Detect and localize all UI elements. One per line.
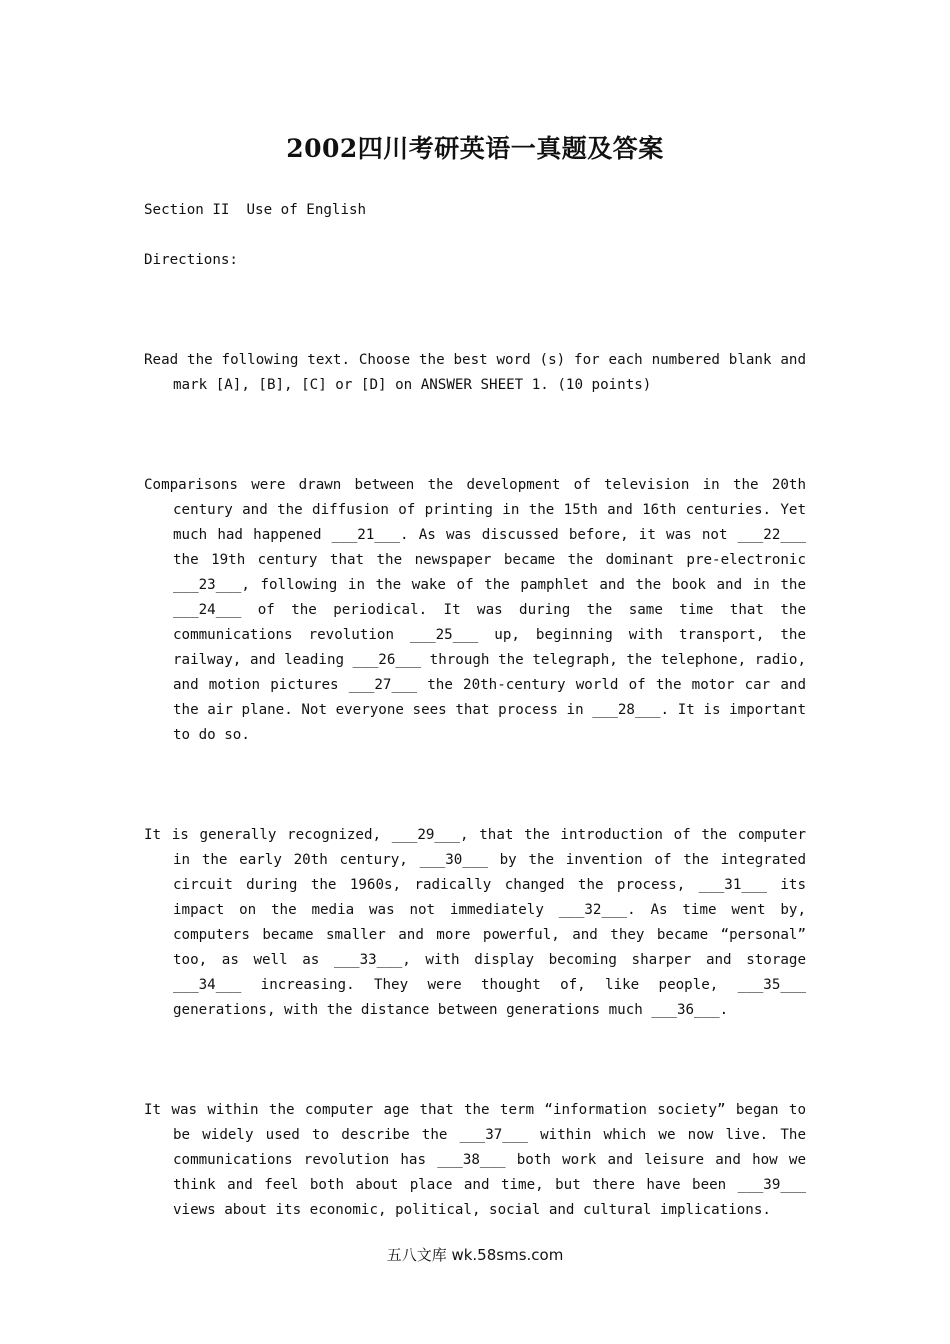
instructions-paragraph: Read the following text. Choose the best word (s) for each numbered blank and mark [A], [B], [C] or [D] on ANSWER SHEET 1. (10 points) (144, 352, 806, 393)
document-body (144, 198, 806, 1223)
section-heading: Section II Use of English (144, 202, 367, 218)
spacer (144, 273, 806, 348)
directions-label: Directions: (144, 252, 238, 268)
spacer (144, 748, 806, 823)
footer-watermark: 五八文库 wk.58sms.com (386, 1246, 564, 1264)
passage-paragraph-3: It was within the computer age that the term “information society” began to be widely used to describe the ___37___ within which we now live. The communications revolution has ___38___ both work and leisure and how we think and feel both about place and time, but there have been ___39___ views about its economic, political, social and cultural implications. (144, 1102, 806, 1218)
page-title: 2002四川考研英语一真题及答案 (286, 134, 664, 163)
spacer (144, 398, 806, 473)
passage-paragraph-2: It is generally recognized, ___29___, that the introduction of the computer in the early 20th century, ___30___ by the invention of the integrated circuit during the 1960s, radically changed the process, ___31___ its impact on the media was not immediately ___32___. As time went by, computers became smaller and more powerful, and they became “personal” too, as well as ___33___, with display becoming sharper and storage ___34___ increasing. They were thought of, like people, ___35___ generations, with the distance between generations much ___36___. (144, 827, 806, 1018)
passage-paragraph-1: Comparisons were drawn between the development of television in the 20th century and the diffusion of printing in the 15th and 16th centuries. Yet much had happened ___21___. As was discussed before, it was not ___22___ the 19th century that the newspaper became the dominant pre-electronic ___23___, following in the wake of the pamphlet and the book and in the ___24___ of the periodical. It was during the same time that the communications revolution ___25___ up, beginning with transport, the railway, and leading ___26___ through the telegraph, the telephone, radio, and motion pictures ___27___ the 20th-century world of the motor car and the air plane. Not everyone sees that process in ___28___. It is important to do so. (144, 477, 806, 743)
spacer (144, 223, 806, 248)
spacer (144, 1023, 806, 1098)
